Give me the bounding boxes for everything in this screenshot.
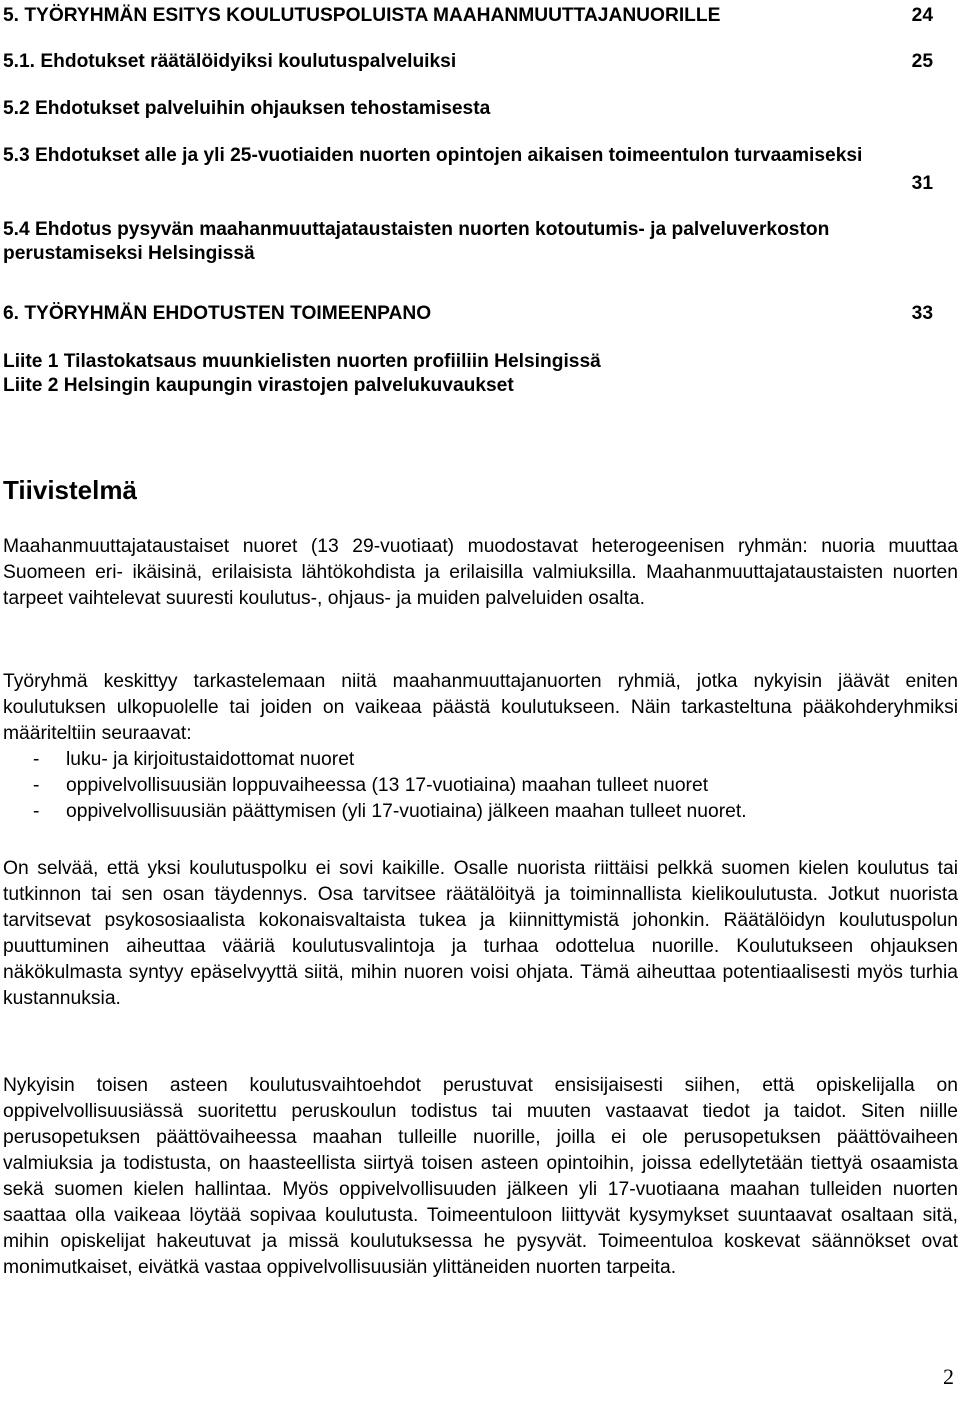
summary-paragraph-2: [3, 669, 958, 825]
summary-paragraph-1: [3, 534, 958, 612]
paragraph-text: On selvää, että yksi koulutuspolku ei sovi kaikille. Osalle nuorista riittäisi pelkkä suomen kielen koulutus tai tutkinnon tai sen osan täydennys. Osa tarvitsee räätälöityä ja toiminnallista kielikoulutusta. Jotkut nuorista tarvitsevat psykososiaalista kokonaisvaltaista tukea ja kiinnittymistä johonkin. Räätälöidyn koulutuspolun puuttuminen aiheuttaa vääriä koulutusvalintoja ja turhaa odottelua nuorille. Koulutukseen ohjauksen näkökulmasta syntyy epäselvyyttä siitä, mihin nuoren voisi ohjata. Tämä aiheuttaa potentiaalisesti myös turhia kustannuksia.: [3, 858, 958, 1009]
target-group-list: [3, 747, 958, 825]
paragraph-text: Nykyisin toisen asteen koulutusvaihtoehdot perustuvat ensisijaisesti siihen, että opiskelijalla on oppivelvollisuusiässä suoritettu peruskoulun todistus tai muuten vastaavat tiedot ja taidot. Siten niille perusopetuksen päättövaiheessa maahan tulleille nuorille, joilla ei ole perusopetuksen päättövaiheen valmiuksia ja todistusta, on haasteellista siirtyä toisen asteen opintoihin, joissa edellytetään tiettyä osaamista sekä suomen kielen hallintaa. Myös oppivelvollisuuden jälkeen yli 17-vuotiaana maahan tulleiden nuorten saattaa olla vaikeaa löytää sopivaa koulutusta. Toimeentuloon liittyvät kysymykset suuntaavat osaltaan sitä, mihin opiskelijat hakeutuvat ja missä koulutuksessa he pysyvät. Toimeentuloa koskevat säännökset ovat monimutkaiset, eivätkä vastaa oppivelvollisuusiän ylittäneiden nuorten tarpeita.: [3, 1075, 958, 1278]
dash-bullet: -: [33, 749, 40, 770]
annex-1[interactable]: Liite 1 Tilastokatsaus muunkielisten nuorten profiiliin Helsingissä: [3, 351, 601, 372]
summary-heading: Tiivistelmä: [3, 475, 137, 505]
toc-entry-6[interactable]: 6. TYÖRYHMÄN EHDOTUSTEN TOIMEENPANO: [3, 303, 432, 324]
list-item-text: luku- ja kirjoitustaidottomat nuoret: [66, 749, 355, 770]
dash-bullet: -: [33, 801, 40, 822]
page-number: 2: [943, 1364, 954, 1389]
paragraph-text: Työryhmä keskittyy tarkastelemaan niitä maahanmuuttajanuorten ryhmiä, jotka nykyisin jäävät eniten koulutuksen ulkopuolelle tai joiden on vaikeaa päästä koulutukseen. Näin tarkasteltuna pääkohderyhmiksi määriteltiin seuraavat:: [3, 671, 958, 744]
toc-entry-5-1[interactable]: 5.1. Ehdotukset räätälöidyiksi koulutuspalveluiksi: [3, 51, 457, 72]
toc-entry-5[interactable]: 5. TYÖRYHMÄN ESITYS KOULUTUSPOLUISTA MAAHANMUUTTAJANUORILLE: [3, 5, 721, 26]
toc-entry-5-4-line1[interactable]: 5.4 Ehdotus pysyvän maahanmuuttajataustaisten nuorten kotoutumis- ja palveluverkoston: [3, 219, 830, 240]
annex-2[interactable]: Liite 2 Helsingin kaupungin virastojen palvelukuvaukset: [3, 375, 514, 396]
toc-page-number: 33: [911, 303, 933, 324]
list-item-text: oppivelvollisuusiän loppuvaiheessa (13 17-vuotiaina) maahan tulleet nuoret: [66, 775, 709, 796]
summary-paragraph-4: [3, 1073, 958, 1281]
paragraph-text: Maahanmuuttajataustaiset nuoret (13 29-vuotiaat) muodostavat heterogeenisen ryhmän: nuoria muuttaa Suomeen eri- ikäisinä, erilaisista lähtökohdista ja erilaisilla valmiuksilla. Maahanmuuttajataustaisten nuorten tarpeet vaihtelevat suuresti koulutus-, ohjaus- ja muiden palveluiden osalta.: [3, 536, 958, 609]
toc-page-number: 25: [911, 51, 933, 72]
list-item: [3, 773, 958, 799]
toc-entry-5-2[interactable]: 5.2 Ehdotukset palveluihin ohjauksen tehostamisesta: [3, 98, 491, 119]
summary-paragraph-3: [3, 856, 958, 1012]
toc-entry-5-4-line2[interactable]: perustamiseksi Helsingissä: [3, 243, 255, 264]
list-item: [3, 799, 958, 825]
toc-page-number: 24: [911, 5, 933, 26]
list-item: [3, 747, 958, 773]
dash-bullet: -: [33, 775, 40, 796]
list-item-text: oppivelvollisuusiän päättymisen (yli 17-vuotiaina) jälkeen maahan tulleet nuoret.: [66, 801, 747, 822]
toc-entry-5-3[interactable]: 5.3 Ehdotukset alle ja yli 25-vuotiaiden nuorten opintojen aikaisen toimeentulon turvaamiseksi: [3, 145, 863, 166]
toc-page-number: 31: [911, 173, 933, 194]
